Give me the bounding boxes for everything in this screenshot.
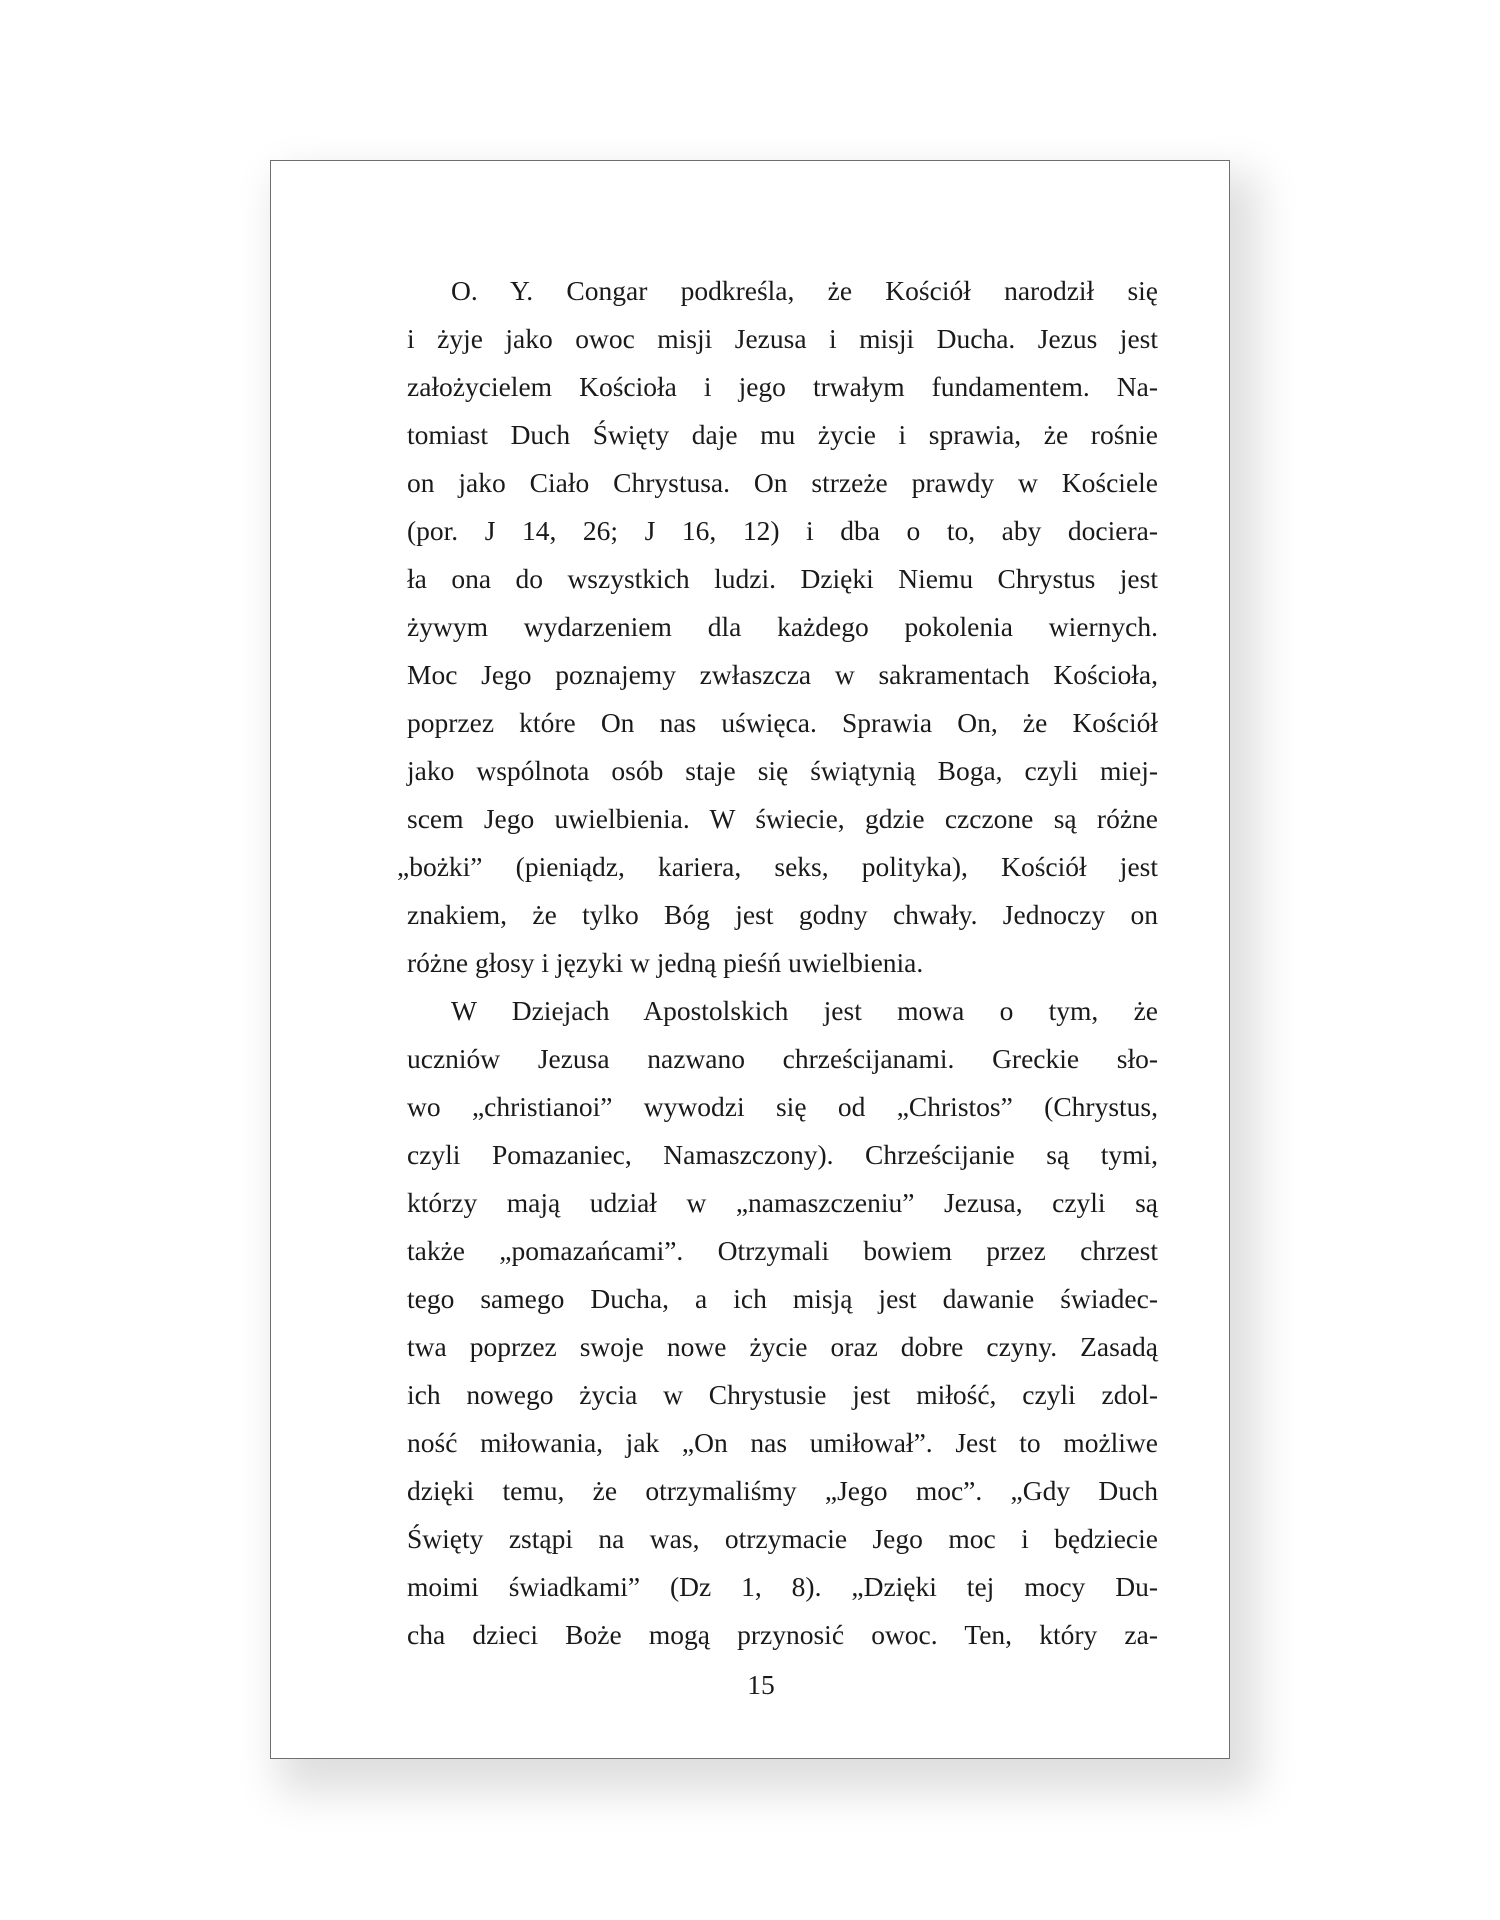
paragraph-2: [407, 987, 1158, 1659]
text-line: wo „christianoi” wywodzi się od „Christos” (Chrystus,: [407, 1091, 1158, 1122]
text-line: moimi świadkami” (Dz 1, 8). „Dzięki tej mocy Du-: [407, 1571, 1158, 1602]
page-number: 15: [747, 1669, 775, 1700]
text-line: Święty zstąpi na was, otrzymacie Jego moc i będziecie: [407, 1523, 1158, 1554]
text-line: O. Y. Congar podkreśla, że Kościół narodził się: [451, 275, 1158, 306]
text-line: także „pomazańcami”. Otrzymali bowiem przez chrzest: [407, 1235, 1158, 1266]
text-line: dzięki temu, że otrzymaliśmy „Jego moc”. „Gdy Duch: [407, 1475, 1158, 1506]
text-line: żywym wydarzeniem dla każdego pokolenia wiernych.: [407, 611, 1158, 642]
text-line: (por. J 14, 26; J 16, 12) i dba o to, aby docierа-: [407, 515, 1158, 546]
text-line: Moc Jego poznajemy zwłaszcza w sakramentach Kościoła,: [407, 659, 1158, 690]
body-text: [397, 267, 1158, 1659]
paragraph-1: [397, 267, 1158, 987]
text-line: W Dziejach Apostolskich jest mowa o tym, że: [451, 995, 1158, 1026]
text-line: „bożki” (pieniądz, kariera, seks, polityka), Kościół jest: [397, 851, 1158, 882]
text-line: ność miłowania, jak „On nas umiłował”. Jest to możliwe: [407, 1427, 1158, 1458]
text-line: uczniów Jezusa nazwano chrześcijanami. Greckie sło-: [407, 1043, 1158, 1074]
text-line: tomiast Duch Święty daje mu życie i sprawia, że rośnie: [407, 419, 1158, 450]
text-line: scem Jego uwielbienia. W świecie, gdzie czczone są różne: [407, 803, 1158, 834]
text-line: i żyje jako owoc misji Jezusa i misji Ducha. Jezus jest: [407, 323, 1158, 354]
text-line: tego samego Ducha, a ich misją jest dawanie świadec-: [407, 1283, 1158, 1314]
text-line: on jako Ciało Chrystusa. On strzeże prawdy w Kościele: [407, 467, 1158, 498]
text-line: jako wspólnota osób staje się świątynią Boga, czyli miej-: [407, 755, 1158, 786]
text-line: cha dzieci Boże mogą przynosić owoc. Ten, który za-: [407, 1619, 1158, 1650]
text-line: znakiem, że tylko Bóg jest godny chwały. Jednoczy on: [407, 899, 1158, 930]
text-line: twa poprzez swoje nowe życie oraz dobre czyny. Zasadą: [407, 1331, 1158, 1362]
document-page: [270, 160, 1230, 1759]
text-line: różne głosy i języki w jedną pieśń uwielbienia.: [407, 947, 924, 978]
text-line: czyli Pomazaniec, Namaszczony). Chrześcijanie są tymi,: [407, 1139, 1158, 1170]
text-line: ich nowego życia w Chrystusie jest miłość, czyli zdol-: [407, 1379, 1158, 1410]
text-line: którzy mają udział w „namaszczeniu” Jezusa, czyli są: [407, 1187, 1158, 1218]
text-line: poprzez które On nas uświęca. Sprawia On, że Kościół: [407, 707, 1158, 738]
text-line: założycielem Kościoła i jego trwałym fundamentem. Na-: [407, 371, 1158, 402]
text-line: ła ona do wszystkich ludzi. Dzięki Niemu Chrystus jest: [407, 563, 1158, 594]
